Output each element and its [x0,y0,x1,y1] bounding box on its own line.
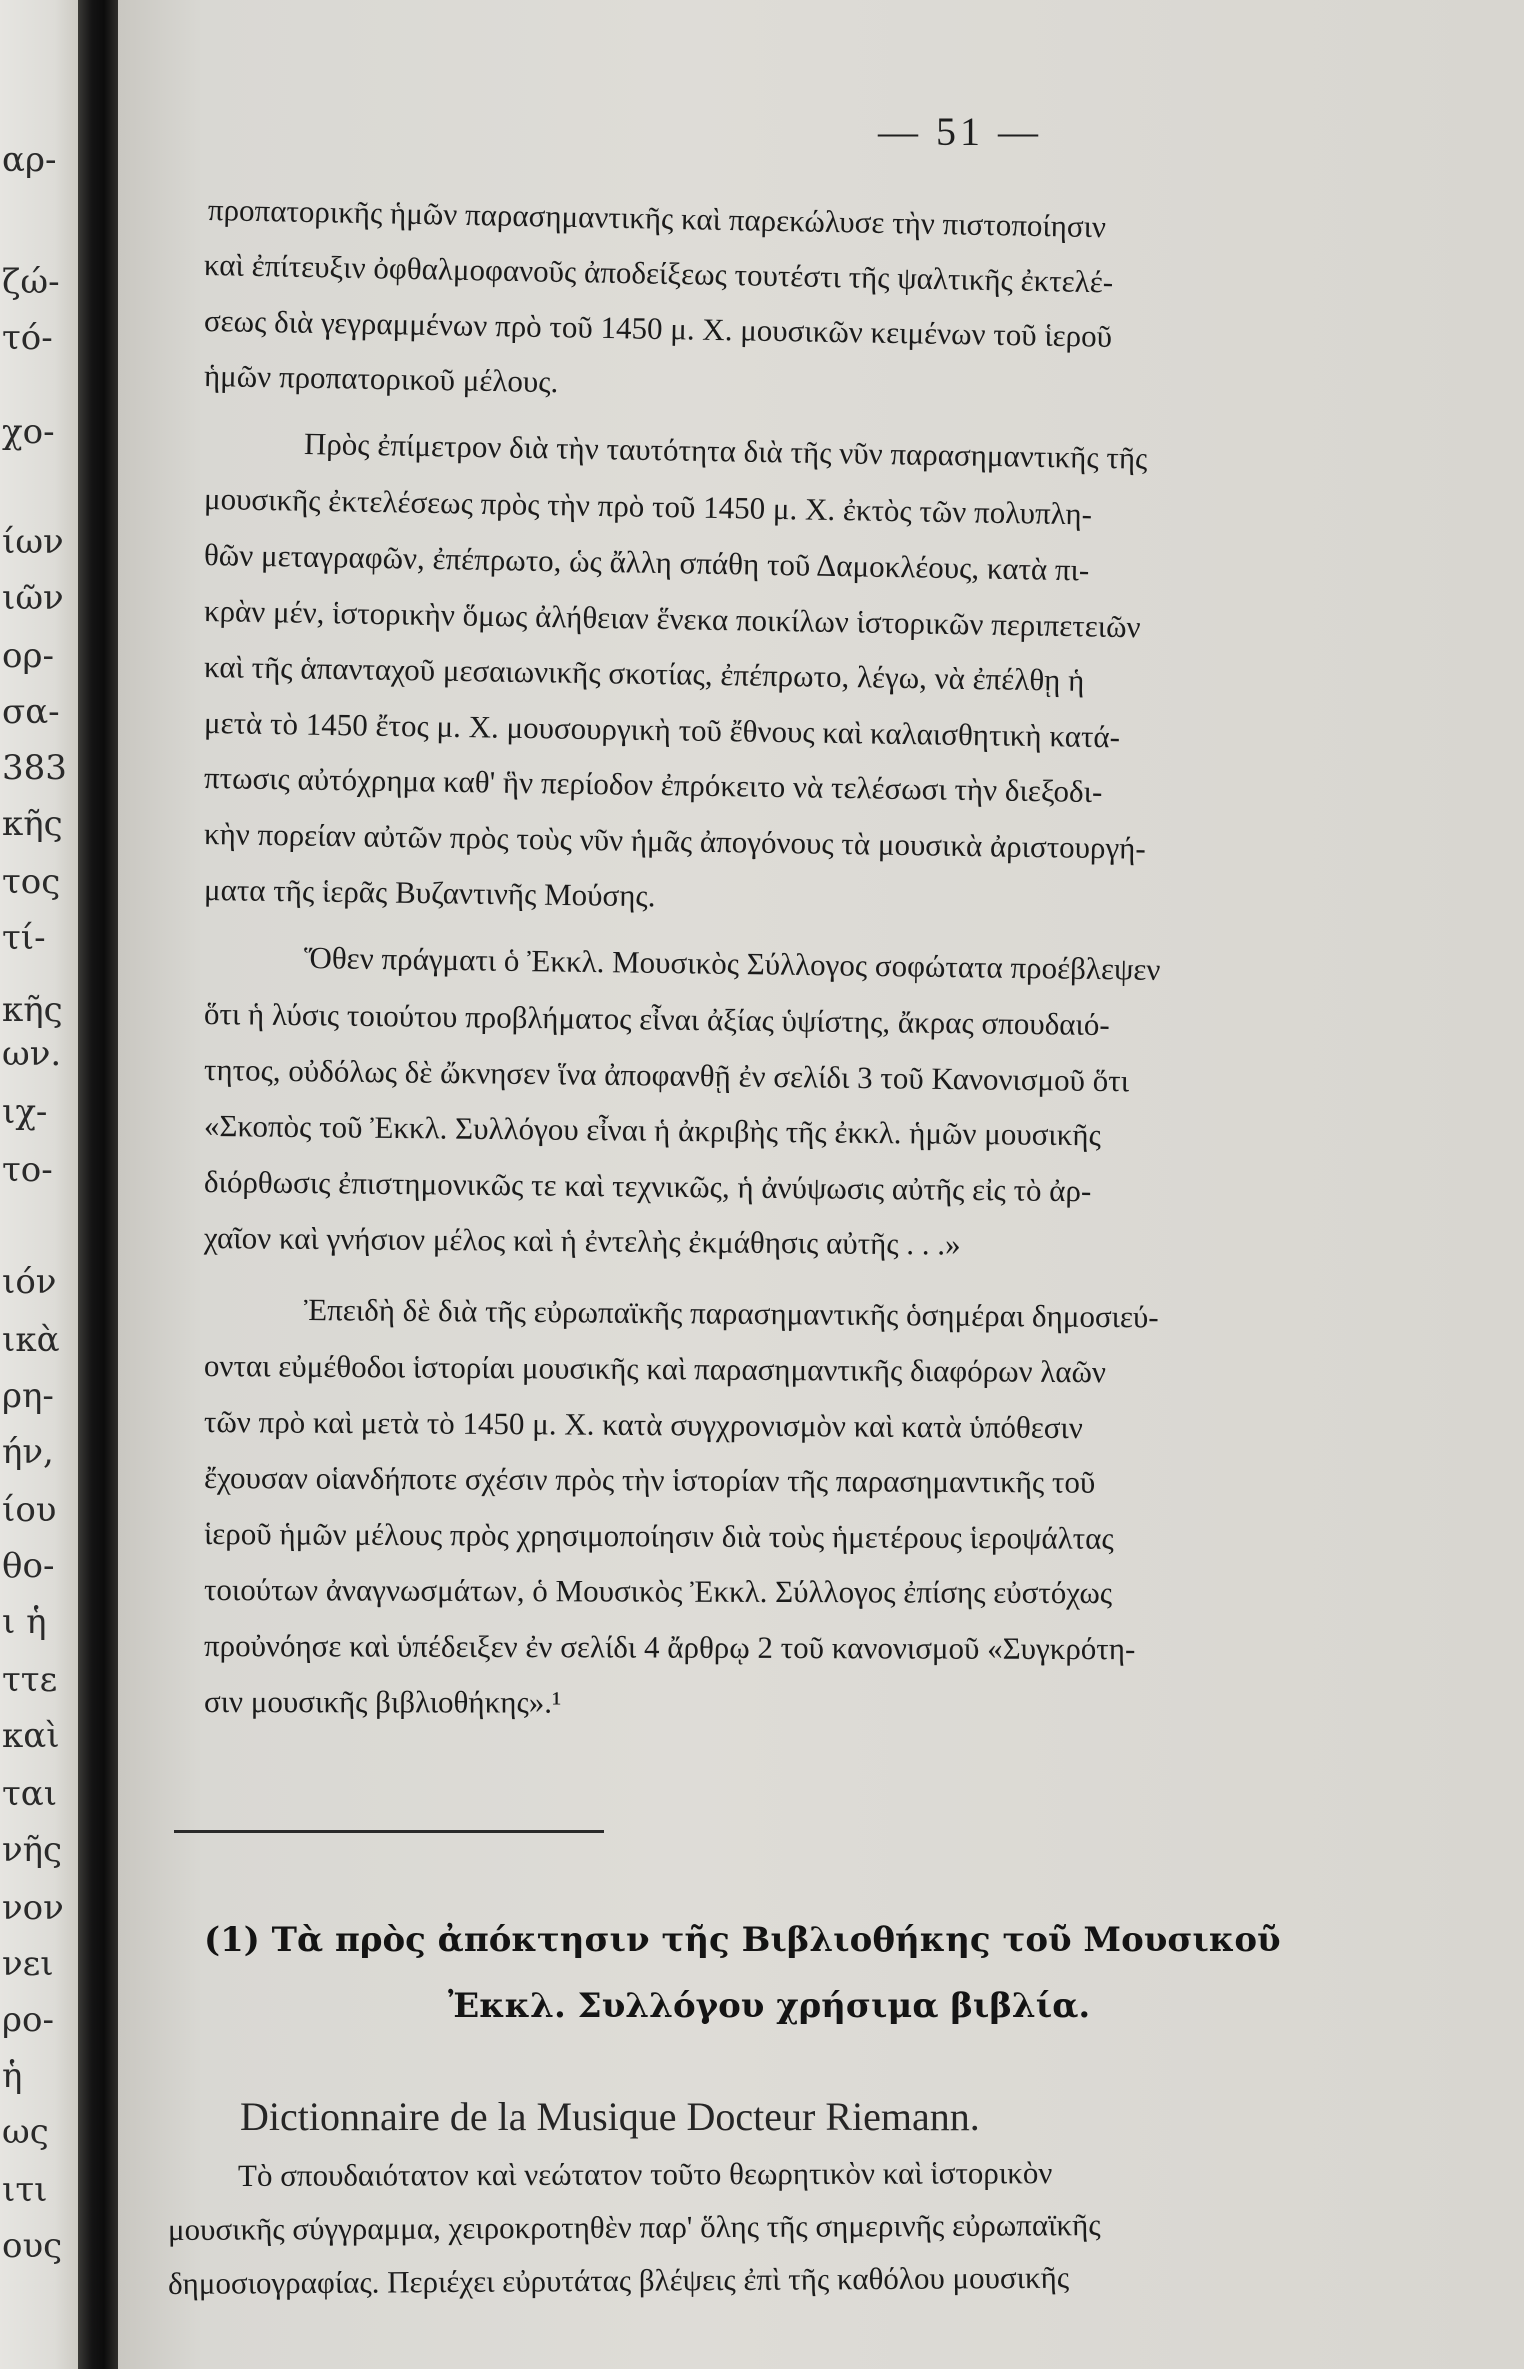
margin-fragment: τό- [2,318,53,358]
text-line: πτωσις αὐτόχρημα καθ' ἣν περίοδον ἐπρόκειτο νὰ τελέσωσι τὴν διεξοδι- [203,760,1103,810]
margin-fragment: ίου [2,1490,57,1530]
margin-fragment: κῆς [2,990,63,1030]
text-line: Πρὸς ἐπίμετρον διὰ τὴν ταυτότητα διὰ τῆς νῦν παρασημαντικῆς τῆς [303,426,1148,476]
book-gutter [78,0,118,2369]
margin-fragment: ρη- [2,1376,54,1416]
text-line: σεως διὰ γεγραμμένων πρὸ τοῦ 1450 μ. Χ. μουσικῶν κειμένων τοῦ ἱεροῦ [203,303,1113,354]
margin-fragment: τί- [2,918,46,958]
footnote-line: μουσικῆς σύγγραμμα, χειροκροτηθὲν παρ' ὅλης τῆς σημερινῆς εὐρωπαϊκῆς [167,2207,1101,2247]
text-line: χαῖον καὶ γνήσιον μέλος καὶ ἡ ἐντελὴς ἐκμάθησις αὐτῆς . . .» [203,1220,961,1262]
footnote-rule [174,1830,604,1833]
margin-fragment: θο- [2,1546,55,1586]
margin-fragment: ους [2,2226,63,2266]
margin-fragment: νει [2,1944,54,1984]
margin-fragment: ιτι [2,2170,48,2210]
text-line: καὶ τῆς ἁπανταχοῦ μεσαιωνικῆς σκοτίας, ἐπέπρωτο, λέγω, νὰ ἐπέλθῃ ἡ [203,649,1085,698]
text-line: «Σκοπὸς τοῦ Ἐκκλ. Συλλόγου εἶναι ἡ ἀκριβὴς τῆς ἐκκλ. ἡμῶν μουσικῆς [203,1108,1102,1153]
text-line: σιν μουσικῆς βιβλιοθήκης».¹ [203,1684,562,1720]
footnote-heading: Ἐκκλ. Συλλόγου χρήσιμα βιβλία. [448,1986,1091,2026]
text-line: ὅτι ἡ λύσις τοιούτου προβλήματος εἶναι ἀξίας ὑψίστης, ἄκρας σπουδαιό- [203,996,1110,1043]
margin-fragment: ιῶν [2,578,64,618]
margin-fragment: το- [2,1150,53,1190]
adjacent-page-margin [0,0,78,2369]
margin-fragment: νῆς [2,1830,63,1870]
margin-fragment: σα- [2,692,60,732]
text-line: ἡμῶν προπατορικοῦ μέλους. [203,358,559,400]
margin-fragment: ορ- [2,636,54,676]
text-line: ονται εὐμέθοδοι ἱστορίαι μουσικῆς καὶ παρασημαντικῆς διαφόρων λαῶν [203,1348,1107,1390]
text-line: τοιούτων ἀναγνωσμάτων, ὁ Μουσικὸς Ἐκκλ. Σύλλογος ἐπίσης εὐστόχως [203,1572,1113,1611]
footnote-line: Τὸ σπουδαιότατον καὶ νεώτατον τοῦτο θεωρητικὸν καὶ ἱστορικὸν [237,2155,1053,2193]
text-line: μουσικῆς ἐκτελέσεως πρὸς τὴν πρὸ τοῦ 1450 μ. Χ. ἐκτὸς τῶν πολυπλη- [203,481,1093,532]
footnote-heading: (1) Τὰ πρὸς ἀπόκτησιν τῆς Βιβλιοθήκης τοῦ Μουσικοῦ [204,1920,1281,1960]
margin-fragment: ζώ- [2,262,60,302]
scanned-page [118,0,1524,2369]
margin-fragment: ἡ [2,2056,23,2096]
text-line: Ἐπειδὴ δὲ διὰ τῆς εὐρωπαϊκῆς παρασημαντικῆς ὁσημέραι δημοσιεύ- [303,1292,1159,1335]
margin-fragment: ων. [2,1034,62,1074]
margin-fragment: ιχ- [2,1092,48,1132]
margin-fragment: τος [2,862,61,902]
text-line: διόρθωσις ἐπιστημονικῶς τε καὶ τεχνικῶς, ἡ ἀνύψωσις αὐτῆς εἰς τὸ ἀρ- [203,1164,1092,1209]
margin-fragment: αρ- [2,140,57,180]
margin-fragment: ως [2,2112,49,2152]
text-line: κρὰν μέν, ἱστορικὴν ὅμως ἀλήθειαν ἕνεκα ποικίλων ἱστορικῶν περιπετειῶν [203,593,1141,645]
margin-fragment: ήν, [2,1432,54,1472]
text-line: τητος, οὐδόλως δὲ ὤκνησεν ἵνα ἀποφανθῇ ἐν σελίδι 3 τοῦ Κανονισμοῦ ὅτι [203,1052,1130,1099]
margin-fragment: ται [2,1774,58,1814]
text-line: προὐνόησε καὶ ὑπέδειξεν ἐν σελίδι 4 ἄρθρῳ 2 τοῦ κανονισμοῦ «Συγκρότη- [203,1628,1136,1667]
text-line: μετὰ τὸ 1450 ἔτος μ. Χ. μουσουργικὴ τοῦ ἔθνους καὶ καλαισθητικὴ κατά- [203,705,1121,755]
margin-fragment: ττε [2,1660,58,1700]
margin-fragment: ι ἡ [2,1602,47,1642]
margin-fragment: ίων [2,522,64,562]
margin-fragment: νον [2,1888,64,1928]
text-line: προπατορικῆς ἡμῶν παρασημαντικῆς καὶ παρεκώλυσε τὴν πιστοποίησιν [207,192,1107,245]
text-line: Ὅθεν πράγματι ὁ Ἐκκλ. Μουσικὸς Σύλλογος σοφώτατα προέβλεψεν [303,940,1161,987]
text-line: θῶν μεταγραφῶν, ἐπέπρωτο, ὡς ἄλλη σπάθη τοῦ Δαμοκλέους, κατὰ πι- [203,537,1090,588]
book-title: Dictionnaire de la Musique Docteur Riemann. [240,2094,980,2139]
text-line: ματα τῆς ἱερᾶς Βυζαντινῆς Μούσης. [203,872,656,914]
margin-fragment: 383 [2,748,67,788]
text-line: καὶ ἐπίτευξιν ὀφθαλμοφανοῦς ἀποδείξεως τουτέστι τῆς ψαλτικῆς ἐκτελέ- [203,247,1114,300]
text-line: ἱεροῦ ἡμῶν μέλους πρὸς χρησιμοποίησιν διὰ τοὺς ἡμετέρους ἱεροψάλτας [203,1516,1114,1556]
text-line: ἔχουσαν οἱανδήποτε σχέσιν πρὸς τὴν ἱστορίαν τῆς παρασημαντικῆς τοῦ [203,1460,1096,1500]
page-number: — 51 — [878,109,1042,154]
margin-fragment: ικὰ [2,1320,60,1360]
margin-fragment: ρο- [2,2000,54,2040]
margin-fragment: χο- [2,412,55,452]
margin-fragment: ιόν [2,1262,57,1302]
text-line: τῶν πρὸ καὶ μετὰ τὸ 1450 μ. Χ. κατὰ συγχρονισμὸν καὶ κατὰ ὑπόθεσιν [203,1404,1083,1446]
text-line: κὴν πορείαν αὐτῶν πρὸς τοὺς νῦν ἡμᾶς ἀπογόνους τὰ μουσικὰ ἀριστουργή- [203,816,1147,866]
footnote-line: δημοσιογραφίας. Περιέχει εὐρυτάτας βλέψεις ἐπὶ τῆς καθόλου μουσικῆς [167,2259,1070,2301]
margin-fragment: κῆς [2,804,63,844]
margin-fragment: καὶ [2,1716,60,1756]
